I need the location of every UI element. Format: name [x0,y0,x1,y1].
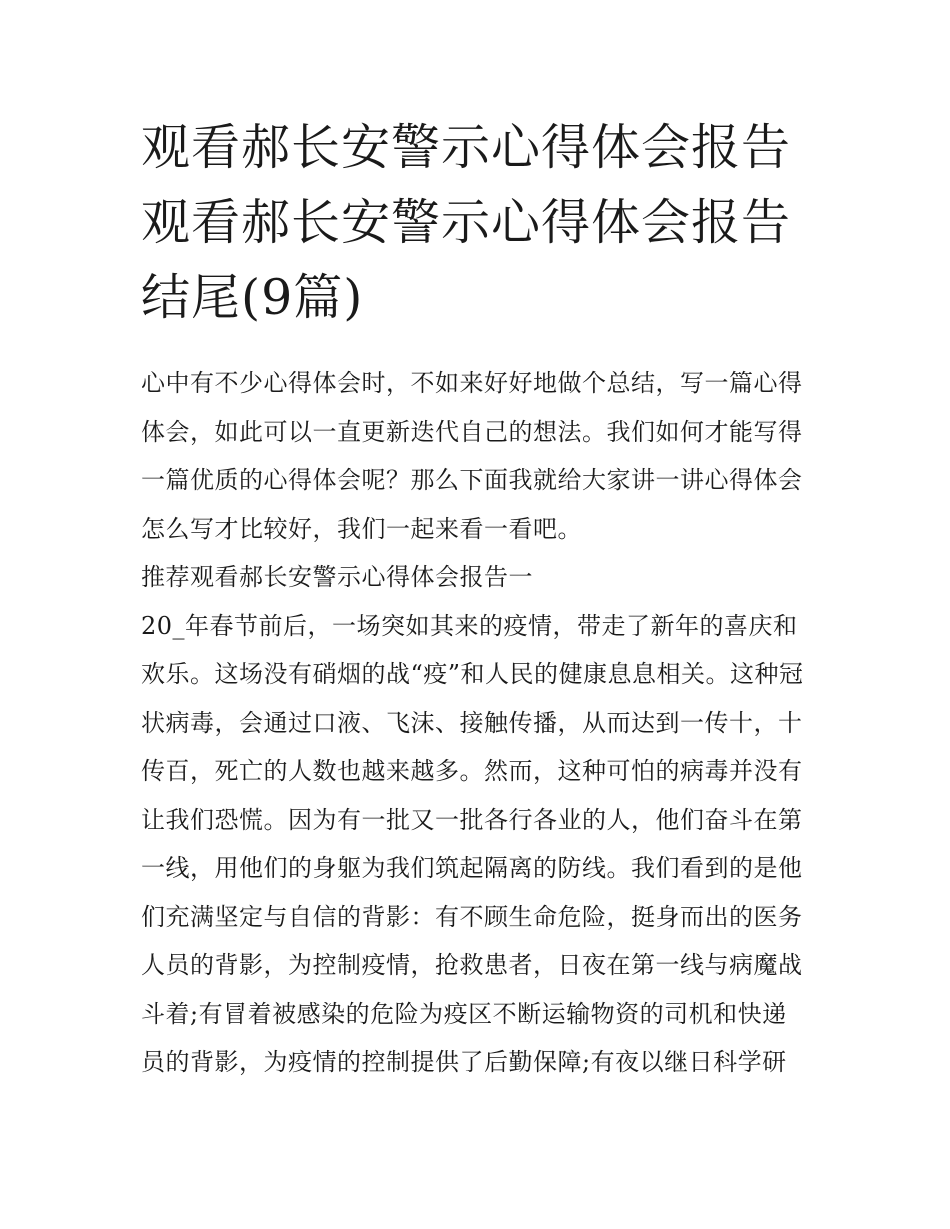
text-line: 员的背影，为疫情的控制提供了后勤保障;有夜以继日科学研 [141,1048,787,1076]
text-line: 怎么写才比较好，我们一起来看一看吧。 [141,514,582,543]
title-line: 结尾(9篇) [141,269,364,326]
text-line: 状病毒，会通过口液、飞沫、接触传播，从而达到一传十，十 [141,708,803,737]
text-line: 一线，用他们的身躯为我们筑起隔离的防线。我们看到的是他 [141,854,803,882]
text-line: 体会，如此可以一直更新迭代自己的想法。我们如何才能写得 [141,417,803,446]
title-line: 观看郝长安警示心得体会报告 [141,194,792,251]
text-line: 欢乐。这场没有硝烟的战“疫”和人民的健康息息相关。这种冠 [141,660,804,688]
text-line: 一篇优质的心得体会呢？那么下面我就给大家讲一讲心得体会 [141,466,803,494]
text-line: 传百，死亡的人数也越来越多。然而，这种可怕的病毒并没有 [141,757,803,785]
text-line: 人员的背影，为控制疫情，抢救患者，日夜在第一线与病魔战 [141,951,803,979]
section-paragraph [141,602,821,1087]
document-content [141,110,821,1087]
title-line: 观看郝长安警示心得体会报告 [141,119,792,176]
document-title [141,110,821,335]
section-heading: 推荐观看郝长安警示心得体会报告一 [141,563,533,591]
document-body [141,359,821,1087]
text-line: 斗着;有冒着被感染的危险为疫区不断运输物资的司机和快递 [141,999,787,1028]
text-line: 20_年春节前后，一场突如其来的疫情，带走了新年的喜庆和 [141,611,798,640]
intro-paragraph [141,359,821,553]
text-line: 让我们恐慌。因为有一批又一批各行各业的人，他们奋斗在第 [141,805,803,834]
text-line: 心中有不少心得体会时，不如来好好地做个总结，写一篇心得 [141,369,803,397]
text-line: 们充满坚定与自信的背影：有不顾生命危险，挺身而出的医务 [141,902,803,931]
